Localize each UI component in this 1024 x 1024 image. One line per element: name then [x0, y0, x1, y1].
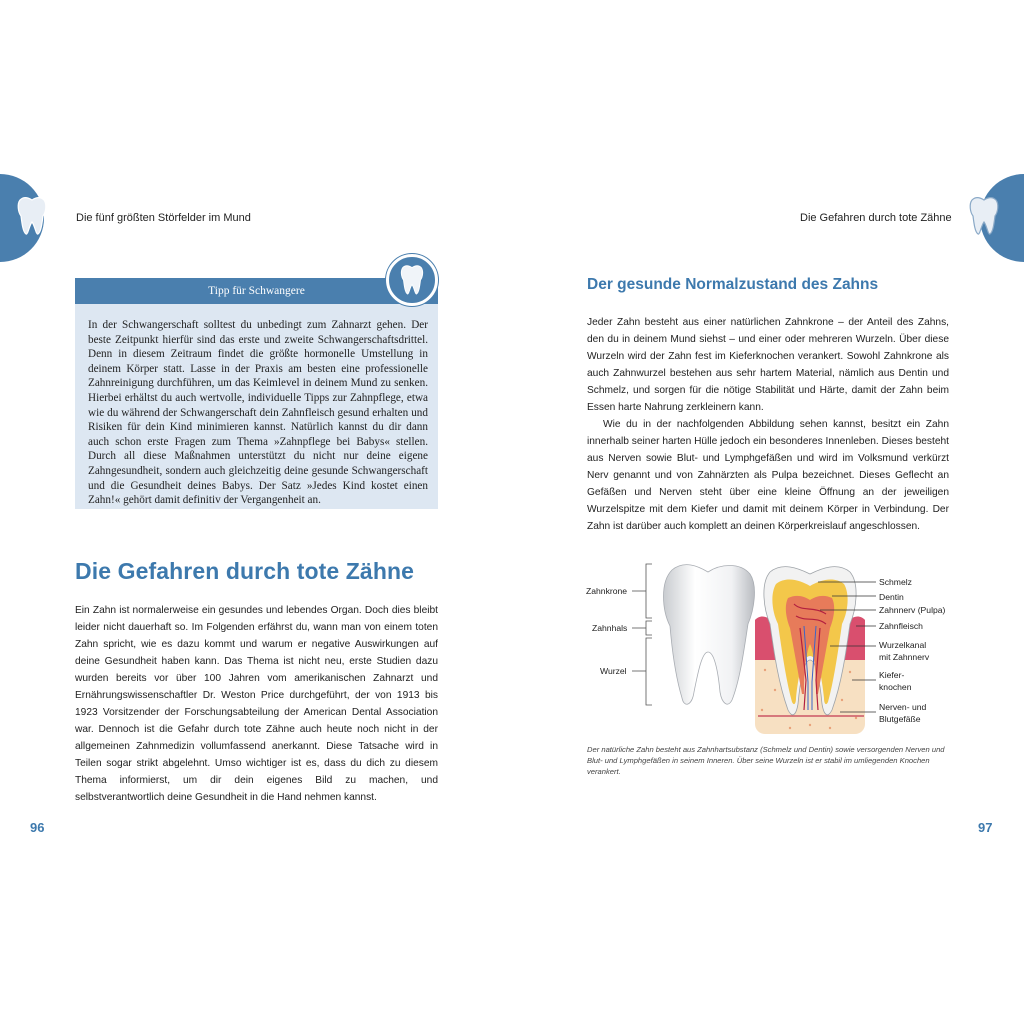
figure-caption: Der natürliche Zahn besteht aus Zahnhartsubstanz (Schmelz und Dentin) sowie versorgenden Nerven und Blut- und Lymphgefäßen in seinem Inneren. Über seine Wurzeln ist er stabil im umliegenden Knochen verankert. [587, 745, 945, 776]
right-paragraph-1: Jeder Zahn besteht aus einer natürlichen Zahnkrone – der Anteil des Zahns, den du in deinem Mund siehst – und einer oder mehreren Wurzeln. Über diese Wurzeln wird der Zahn fest im Kieferknochen verankert. Sowohl Zahnkrone als auch Zahnwurzel bestehen aus sehr hartem Material, nämlich aus Dentin und Schmelz, und sorgen für die nötige Stabilität und Härte, damit der Zahn beim Essen harte Nahrung zerkleinern kann. [587, 317, 949, 413]
tooth-icon [14, 194, 50, 238]
tip-box-text: In der Schwangerschaft solltest du unbedingt zum Zahnarzt gehen. Der beste Zeitpunkt hierfür sind das erste und zweite Schwangerschaftsdrittel. Denn in diesem Zeitraum findet die größte hormonelle Umstellung in deinem Körper statt. Lasse in der Praxis am besten eine professionelle Zahnreinigung durchführen, um das Keimlevel in deinem Mund zu senken. Hierbei erhältst du auch wertvolle, individuelle Tipps zur Zahnpflege, etwa wie du während der Schwangerschaft dein Zahnfleisch gesund erhalten und Risiken für dein Kind minimieren kannst. Natürlich kannst du dir dann auch schon erste Fragen zum Thema »Zahnpflege bei Babys« stellen. Durch all diese Maßnahmen unterstützt du nicht nur deine eigene Zahngesundheit, sondern auch gleichzeitig deine gesunde Schwangerschaft und die Gesundheit deines Babys. Der Satz »Jedes Kind kostet einen Zahn!« gehört damit definitiv der Vergangenheit an. [88, 319, 428, 507]
label-blutgefaesse: Blutgefäße [879, 714, 921, 724]
white-tooth-illustration [664, 565, 755, 705]
left-brackets [632, 564, 652, 705]
label-zahnfleisch: Zahnfleisch [879, 621, 923, 631]
right-section-heading: Der gesunde Normalzustand des Zahns [587, 276, 879, 293]
label-kiefer: Kiefer- [879, 670, 905, 680]
tooth-diagram [580, 560, 960, 740]
label-zahnkrone: Zahnkrone [586, 586, 628, 596]
label-knochen: knochen [879, 682, 912, 692]
tooth-icon [966, 194, 1002, 238]
left-chapter-tab [0, 174, 44, 262]
right-running-head: Die Gefahren durch tote Zähne [800, 212, 952, 224]
label-mit-zahnnerv: mit Zahnnerv [879, 652, 930, 662]
tip-box-title: Tipp für Schwangere [75, 278, 438, 304]
tip-box [75, 278, 438, 509]
label-wurzelkanal: Wurzelkanal [879, 640, 927, 650]
label-wurzel: Wurzel [600, 666, 627, 676]
left-paragraph: Ein Zahn ist normalerweise ein gesundes und lebendes Organ. Doch dies bleibt leider nicht dauerhaft so. Im Folgenden erfährst du, wann man von einem toten Zahn spricht, wie es dazu kommt und warum er negative Auswirkungen auf deine Gesundheit haben kann. Das Thema ist nicht neu, erste Studien dazu wurden bereits vor über 100 Jahren vom amerikanischen Zahnarzt und Ernährungswissenschaftler Dr. Weston Price durchgeführt, der von 1913 bis 1923 Vorsitzender der Forschungsabteilung der American Dental Association war. Dennoch ist die Gefahr durch tote Zähne auch heute noch nicht in der allgemeinen Zahnmedizin vollumfassend anerkannt. Diese Tatsache wird in Teilen sogar strikt abgelehnt. Umso wichtiger ist es, dass du dich zu diesem Thema informierst, um dir dein eigenes Bild zu machen, und selbstverantwortlich deine Gesundheit in die Hand nehmen kannst. [75, 605, 438, 803]
label-zahnhals: Zahnhals [592, 623, 628, 633]
left-running-head: Die fünf größten Störfelder im Mund [76, 212, 251, 224]
label-zahnnerv: Zahnnerv (Pulpa) [879, 605, 946, 615]
right-paragraph-2: Wie du in der nachfolgenden Abbildung sehen kannst, besitzt ein Zahn innerhalb seiner harten Hülle jedoch ein besonderes Innenleben. Dieses besteht aus Nerven sowie Blut- und Lymphgefäßen und wird im Volksmund verkürzt Nerv genannt und von Zahnärzten als Pulpa bezeichnet. Dieses Geflecht an Gefäßen und Nerven steht über eine kleine Öffnung an der jeweiligen Wurzelspitze mit dem Kiefer und damit mit deinem Körper in Verbindung. Der Zahn ist darüber auch komplett an deinen Körperkreislauf angeschlossen. [587, 419, 949, 532]
right-chapter-tab [980, 174, 1024, 262]
label-dentin: Dentin [879, 592, 904, 602]
right-body-text [587, 314, 949, 535]
right-page-number: 97 [978, 820, 993, 835]
tooth-icon [397, 263, 427, 297]
left-section-heading: Die Gefahren durch tote Zähne [75, 558, 415, 584]
left-page-number: 96 [30, 820, 45, 835]
tooth-cross-section [755, 567, 865, 734]
tip-box-badge [386, 254, 438, 306]
label-nerven-und: Nerven- und [879, 702, 927, 712]
label-schmelz: Schmelz [879, 577, 912, 587]
left-body-text [75, 602, 438, 806]
